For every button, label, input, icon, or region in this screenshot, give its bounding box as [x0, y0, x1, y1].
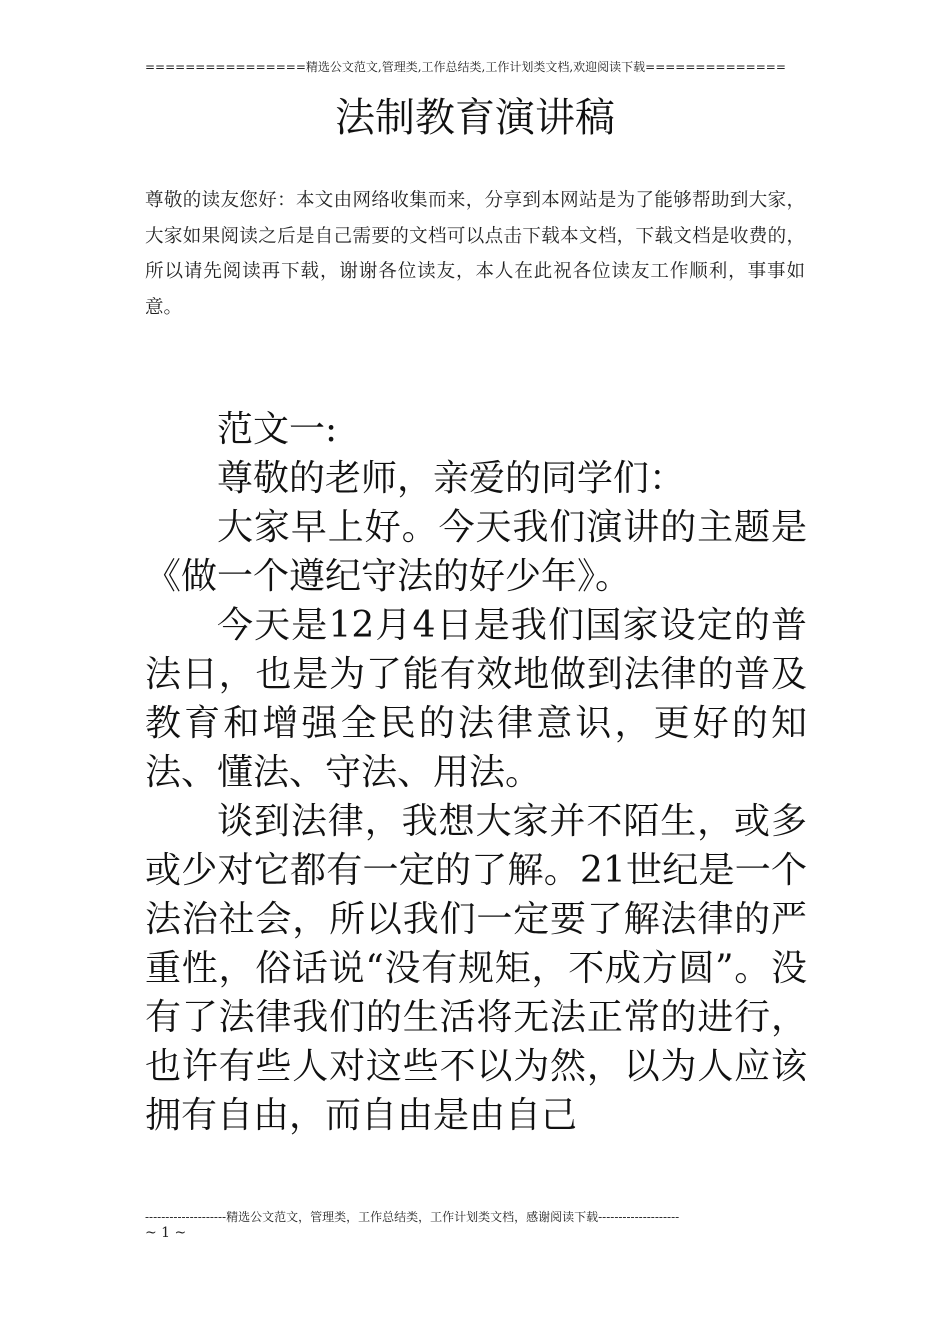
- body-paragraph: 尊敬的老师，亲爱的同学们：: [217, 458, 686, 499]
- body-paragraph: 今天是12月4日是我们国家设定的普法日，也是为了能有效地做到法律的普及教育和增强全民的法律意识，更好的知法、懂法、守法、用法。: [145, 605, 807, 793]
- document-body: [145, 405, 807, 1140]
- body-paragraph: 范文一:: [217, 409, 338, 450]
- page-footer: --------------------精选公文范文，管理类，工作总结类，工作计划类文档，感谢阅读下载--------------------: [145, 1210, 680, 1224]
- document-title: 法制教育演讲稿: [335, 95, 615, 141]
- body-paragraph: 谈到法律，我想大家并不陌生，或多或少对它都有一定的了解。21世纪是一个法治社会，所以我们一定要了解法律的严重性，俗话说“没有规矩，不成方圆”。没有了法律我们的生活将无法正常的进行，也许有些人对这些不以为然，以为人应该拥有自由，而自由是由自己: [145, 801, 807, 1136]
- page-header: ================精选公文范文,管理类,工作总结类,工作计划类文档,欢迎阅读下载==============: [145, 60, 786, 74]
- body-paragraph: 大家早上好。今天我们演讲的主题是《做一个遵纪守法的好少年》。: [145, 507, 807, 597]
- intro-notice: 尊敬的读友您好：本文由网络收集而来，分享到本网站是为了能够帮助到大家，大家如果阅读之后是自己需要的文档可以点击下载本文档，下载文档是收费的，所以请先阅读再下载，谢谢各位读友，本人在此祝各位读友工作顺利，事事如意。: [145, 190, 805, 318]
- page-number: ~ 1 ~: [145, 1225, 187, 1241]
